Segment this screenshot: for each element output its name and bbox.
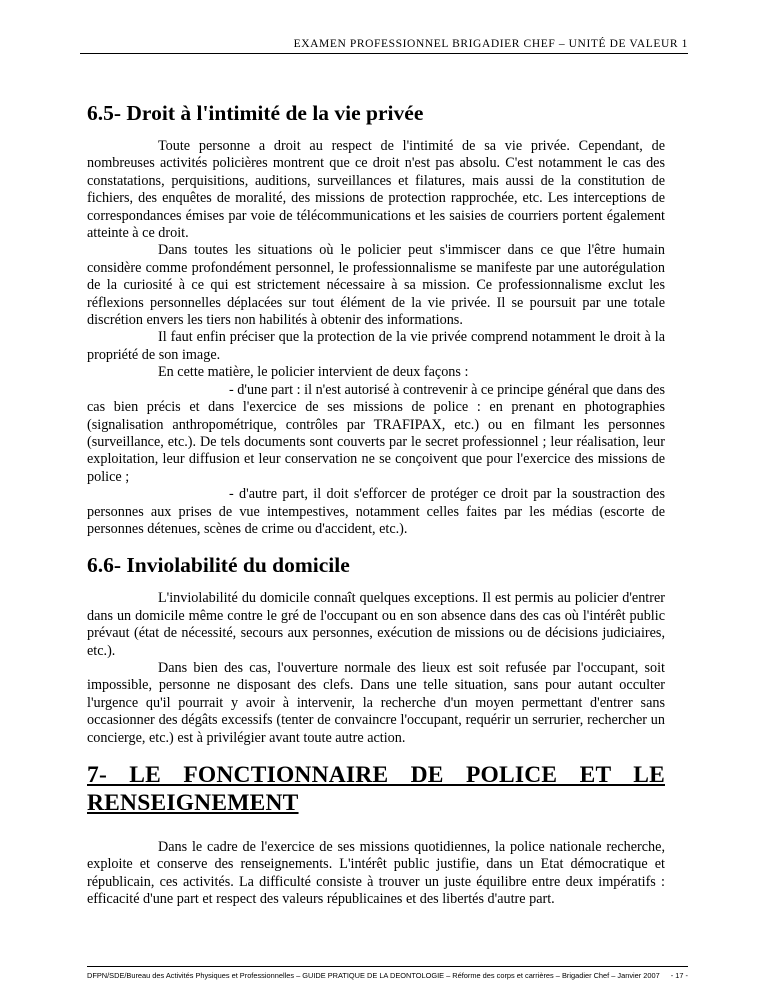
list-paragraph: - d'une part : il n'est autorisé à contrevenir à ce principe général que dans des cas bien précis et dans l'exercice de ses missions de police : en prenant en photographies (signalisation anthropométrique, contrôles par TRAFIPAX, etc.) ou en filmant les personnes (surveillance, etc.). De tels documents sont couverts par le secret professionnel ; leur réalisation, leur exploitation, leur diffusion et leur conservation ne se conçoivent que pour l'exercice des missions de police ; [87, 381, 665, 485]
page-number: - 17 - [670, 971, 688, 980]
section-heading-6-5: 6.5- Droit à l'intimité de la vie privée [87, 101, 424, 125]
paragraph: En cette matière, le policier intervient de deux façons : [158, 364, 469, 381]
section-heading-6-6: 6.6- Inviolabilité du domicile [87, 553, 350, 578]
running-header-title: EXAMEN PROFESSIONNEL BRIGADIER CHEF – UNITÉ DE VALEUR 1 [293, 38, 688, 50]
chapter-heading-7: 7- LE FONCTIONNAIRE DE POLICE ET LE RENSEIGNEMENT [87, 762, 665, 816]
paragraph: Dans bien des cas, l'ouverture normale des lieux est soit refusée par l'occupant, soit impossible, personne ne disposant des clefs. Dans une telle situation, sans pour autant occulter l'urgence qu'il pourrait y avoir à intervenir, la recherche d'un moyen permettant d'entrer sans occasionner des dégâts excessifs (tenter de convaincre l'occupant, requérir un serrurier, rechercher un concierge, etc.) est à privilégier avant toute autre action. [87, 659, 665, 746]
paragraph: Toute personne a droit au respect de l'intimité de sa vie privée. Cependant, de nombreuses activités policières montrent que ce droit n'est pas absolu. C'est notamment le cas des constatations, perquisitions, auditions, surveillances et filatures, mais aussi de la constitution de fichiers, des enquêtes de moralité, des missions de protection rapprochée, etc. Les interceptions de correspondances émises par voie de télécommunications et les saisies de courriers portent également atteinte à ce droit. [87, 138, 665, 242]
list-paragraph: - d'autre part, il doit s'efforcer de protéger ce droit par la soustraction des personnes aux prises de vue intempestives, notamment celles faites par les médias (escorte de personnes détenues, scènes de crime ou d'accident, etc.). [87, 486, 665, 537]
paragraph: L'inviolabilité du domicile connaît quelques exceptions. Il est permis au policier d'entrer dans un domicile même contre le gré de l'occupant ou en son absence dans des cas où l'intérêt public prévaut (état de nécessité, secours aux personnes, exécution de missions ou de décisions judiciaires, etc.). [87, 590, 665, 659]
running-header [80, 38, 688, 54]
page-content [87, 100, 665, 909]
paragraph: Dans le cadre de l'exercice de ses missions quotidiennes, la police nationale recherche, exploite et conserve des renseignements. L'intérêt public justifie, dans un Etat démocratique et républicain, ces activités. La difficulté consiste à trouver un juste équilibre entre deux impératifs : efficacité d'une part et respect des valeurs républicaines et des libertés d'autre part. [87, 839, 665, 908]
paragraph: Il faut enfin préciser que la protection de la vie privée comprend notamment le droit à la propriété de son image. [87, 329, 665, 363]
footer-text: DFPN/SDE/Bureau des Activités Physiques et Professionnelles – GUIDE PRATIQUE DE LA DEONTOLOGIE – Réforme des corps et carrières – Brigadier Chef – Janvier 2007 [87, 971, 660, 980]
paragraph: Dans toutes les situations où le policier peut s'immiscer dans ce que l'être humain considère comme profondément personnel, le professionnalisme se manifeste par une autorégulation de la curiosité à ce qui est strictement nécessaire à sa mission. Ce professionnalisme exclut les réflexions personnelles déplacées sur tout élément de la vie privée. Il se poursuit par une totale discrétion envers les tiers non habilités à obtenir des informations. [87, 242, 665, 329]
page-footer [87, 966, 688, 980]
